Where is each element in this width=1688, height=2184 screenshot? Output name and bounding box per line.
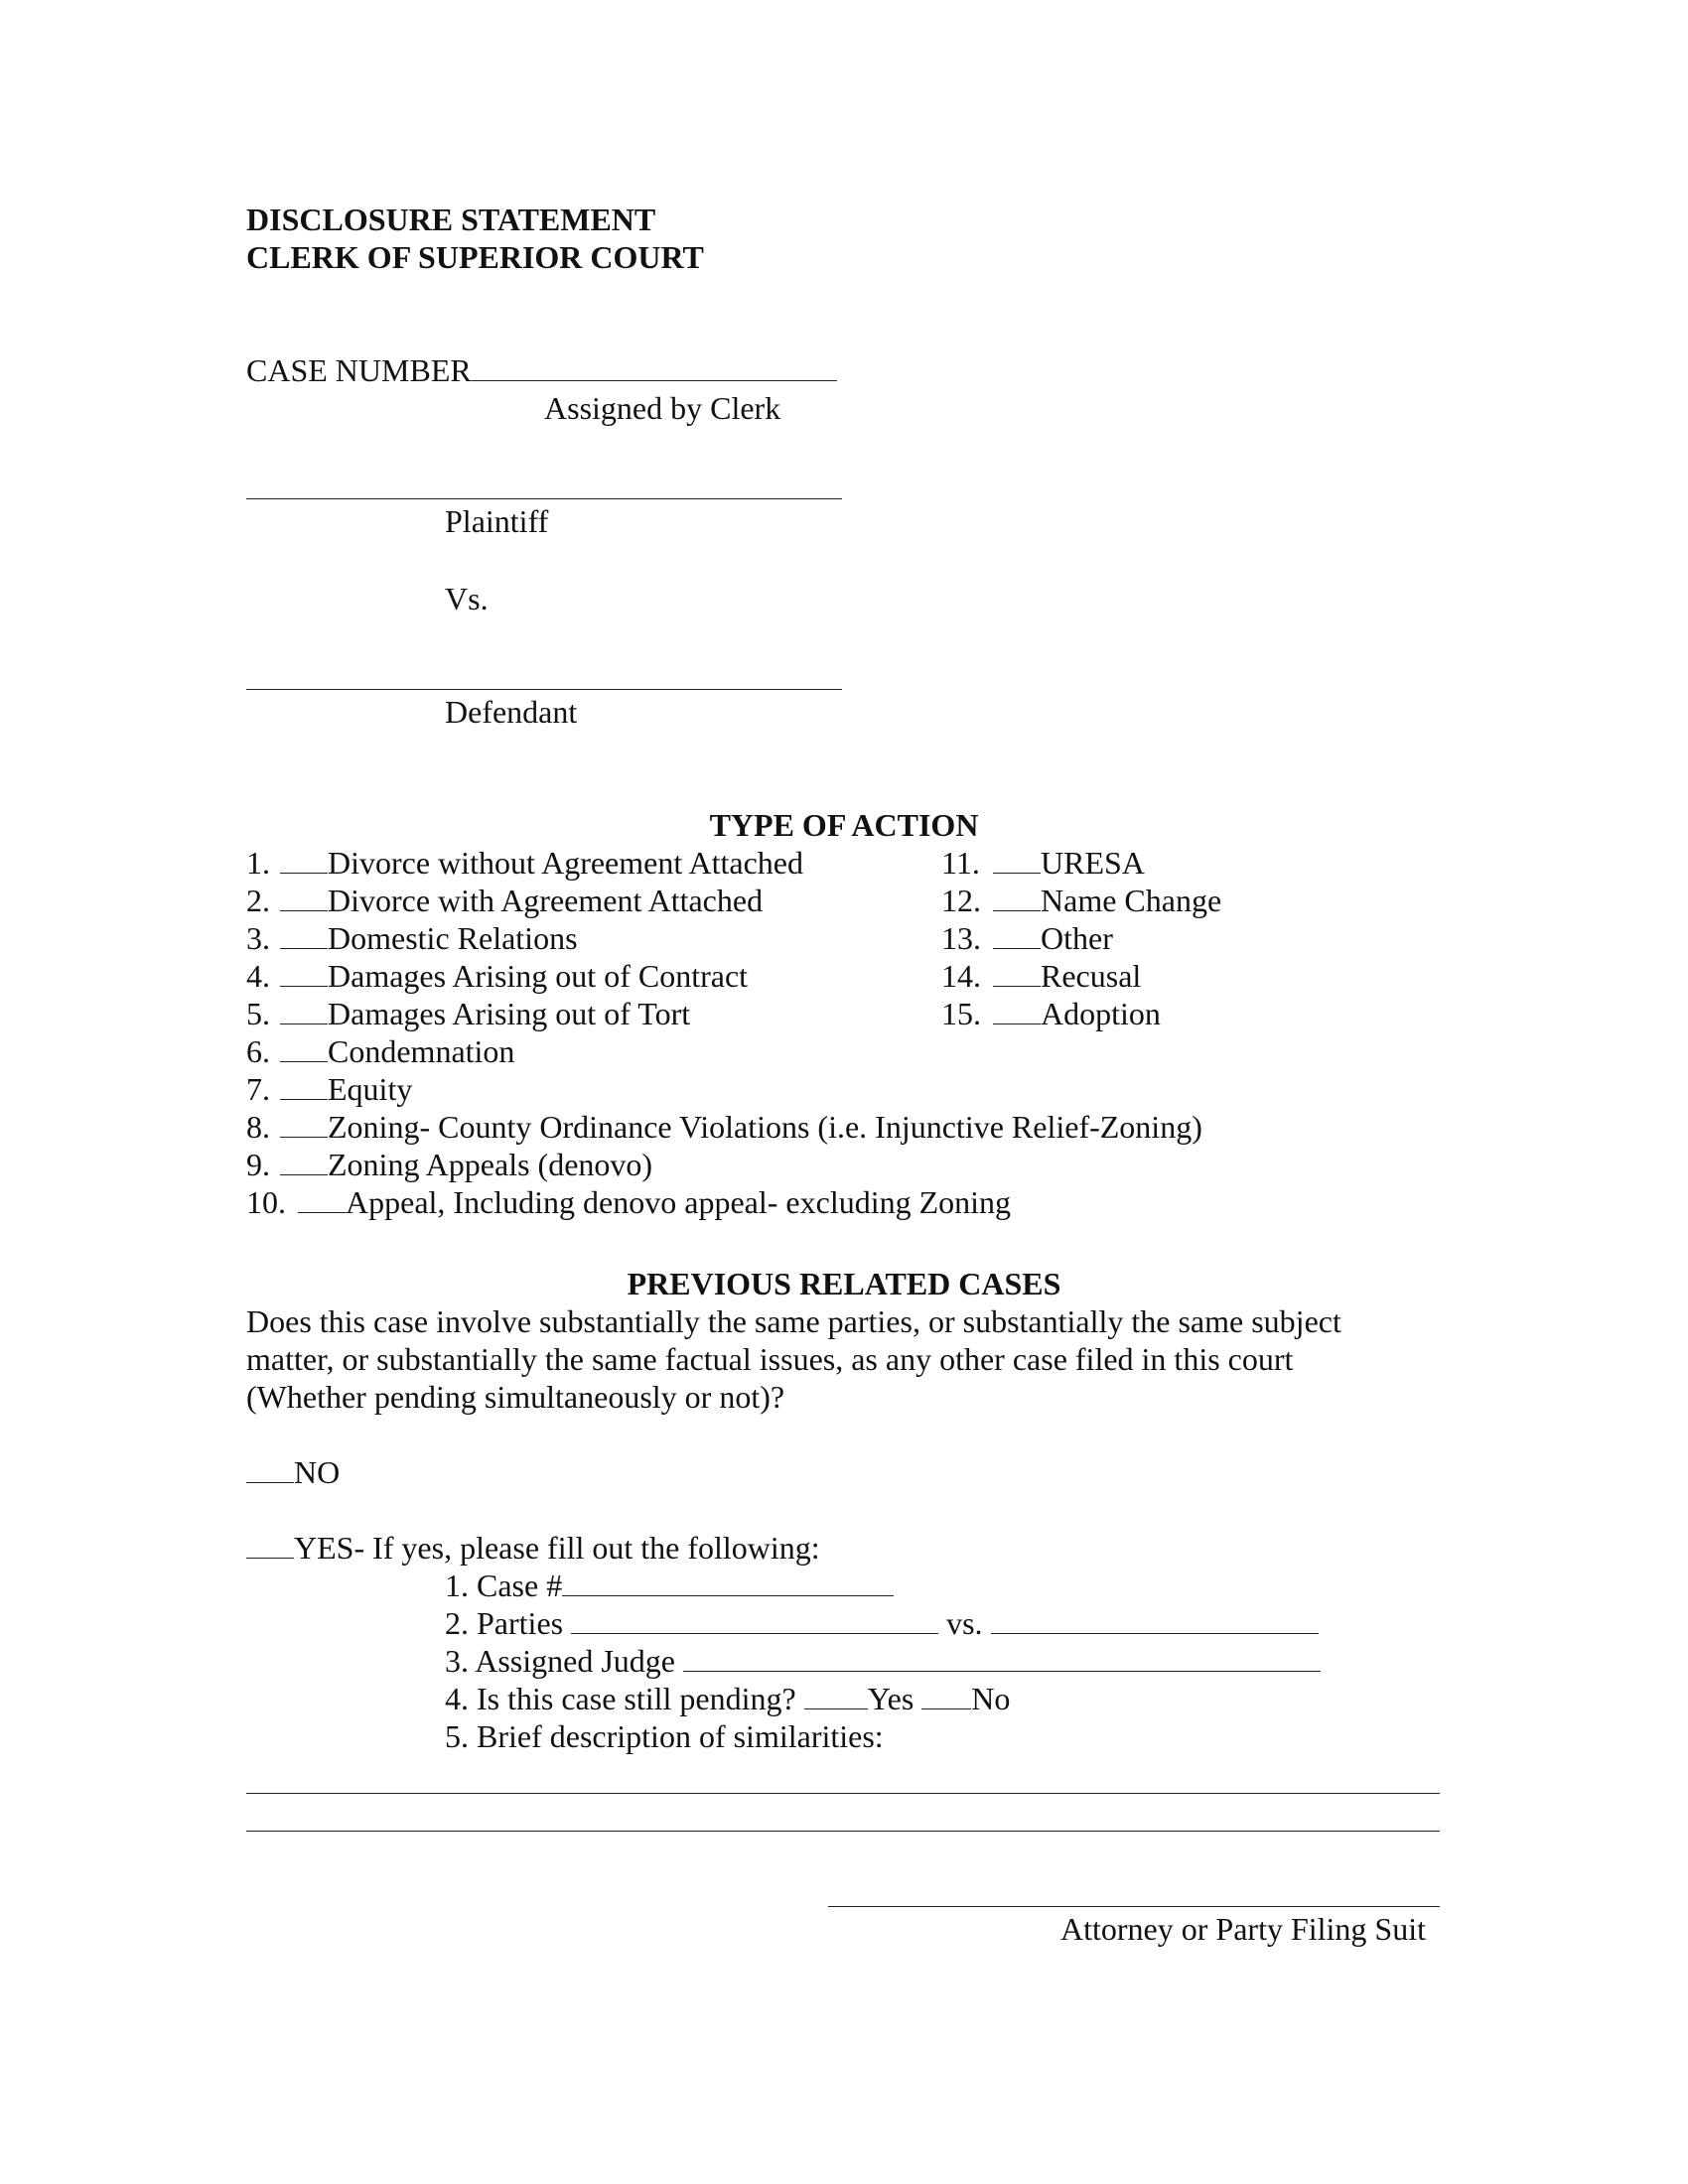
action-item-9: 9. Zoning Appeals (denovo) [246, 1147, 653, 1182]
action-item-12: 12. Name Change [941, 883, 1222, 918]
related-assigned-judge: 3. Assigned Judge [445, 1642, 1321, 1680]
similarities-line-2[interactable] [246, 1831, 1440, 1832]
yes-option: YES- If yes, please fill out the following: [246, 1529, 820, 1567]
action-item-3: 3. Domestic Relations [246, 920, 578, 956]
case-number-field[interactable] [472, 354, 837, 381]
defendant-label: Defendant [445, 694, 578, 730]
signature-label: Attorney or Party Filing Suit [1060, 1911, 1426, 1947]
action-checkbox[interactable] [993, 960, 1041, 987]
related-party-one-field[interactable] [571, 1607, 938, 1634]
action-item-1: 1. Divorce without Agreement Attached [246, 845, 803, 881]
related-pending: 4. Is this case still pending? Yes No [445, 1681, 1011, 1716]
question-text-line2: matter, or substantially the same factual issues, as any other case filed in this court [246, 1341, 1294, 1377]
action-checkbox[interactable] [280, 922, 328, 949]
previous-cases-heading: PREVIOUS RELATED CASES [627, 1266, 1061, 1301]
action-item-10: 10. Appeal, Including denovo appeal- excluding Zoning [246, 1184, 1012, 1220]
case-number-label: CASE NUMBER [246, 351, 837, 389]
question-text-line3: (Whether pending simultaneously or not)? [246, 1379, 785, 1415]
related-case-number-field[interactable] [562, 1570, 894, 1596]
action-item-4: 4. Damages Arising out of Contract [246, 958, 749, 994]
question-text-line1: Does this case involve substantially the same parties, or substantially the same subject [246, 1303, 1341, 1339]
pending-no-checkbox[interactable] [921, 1683, 971, 1709]
action-item-13: 13. Other [941, 920, 1113, 956]
action-item-15: 15. Adoption [941, 996, 1161, 1031]
related-case-number: 1. Case # [445, 1567, 894, 1604]
action-item-5: 5. Damages Arising out of Tort [246, 996, 691, 1031]
plaintiff-label: Plaintiff [445, 503, 549, 539]
action-checkbox[interactable] [993, 922, 1041, 949]
yes-checkbox[interactable] [246, 1532, 294, 1559]
action-item-7: 7. Equity [246, 1071, 413, 1107]
similarities-line-1[interactable] [246, 1793, 1440, 1794]
form-title: DISCLOSURE STATEMENT [246, 202, 656, 237]
action-item-2: 2. Divorce with Agreement Attached [246, 883, 764, 918]
defendant-field[interactable] [246, 689, 842, 690]
similarities-label: 5. Brief description of similarities: [445, 1718, 884, 1754]
action-checkbox[interactable] [280, 1035, 328, 1062]
action-checkbox[interactable] [993, 847, 1041, 874]
no-option: NO [246, 1453, 340, 1491]
pending-yes-checkbox[interactable] [804, 1683, 868, 1709]
action-checkbox[interactable] [280, 960, 328, 987]
action-item-8: 8. Zoning- County Ordinance Violations (i.e. Injunctive Relief-Zoning) [246, 1109, 1202, 1145]
no-checkbox[interactable] [246, 1456, 294, 1483]
signature-field[interactable] [828, 1906, 1440, 1907]
type-of-action-heading: TYPE OF ACTION [709, 807, 979, 843]
action-checkbox[interactable] [280, 998, 328, 1024]
action-checkbox[interactable] [280, 1149, 328, 1175]
action-item-11: 11. URESA [941, 845, 1145, 881]
related-party-two-field[interactable] [991, 1607, 1319, 1634]
assigned-judge-field[interactable] [683, 1645, 1321, 1672]
related-parties: 2. Parties vs. [445, 1604, 1319, 1642]
action-item-14: 14. Recusal [941, 958, 1142, 994]
action-checkbox[interactable] [280, 1073, 328, 1100]
case-number-sublabel: Assigned by Clerk [544, 390, 781, 426]
action-checkbox[interactable] [280, 1111, 328, 1138]
form-subtitle: CLERK OF SUPERIOR COURT [246, 239, 704, 275]
action-checkbox[interactable] [280, 847, 328, 874]
versus-label: Vs. [445, 581, 489, 616]
action-item-6: 6. Condemnation [246, 1033, 515, 1069]
action-checkbox[interactable] [298, 1186, 346, 1213]
action-checkbox[interactable] [993, 998, 1041, 1024]
action-checkbox[interactable] [280, 885, 328, 911]
action-checkbox[interactable] [993, 885, 1041, 911]
plaintiff-field[interactable] [246, 498, 842, 499]
